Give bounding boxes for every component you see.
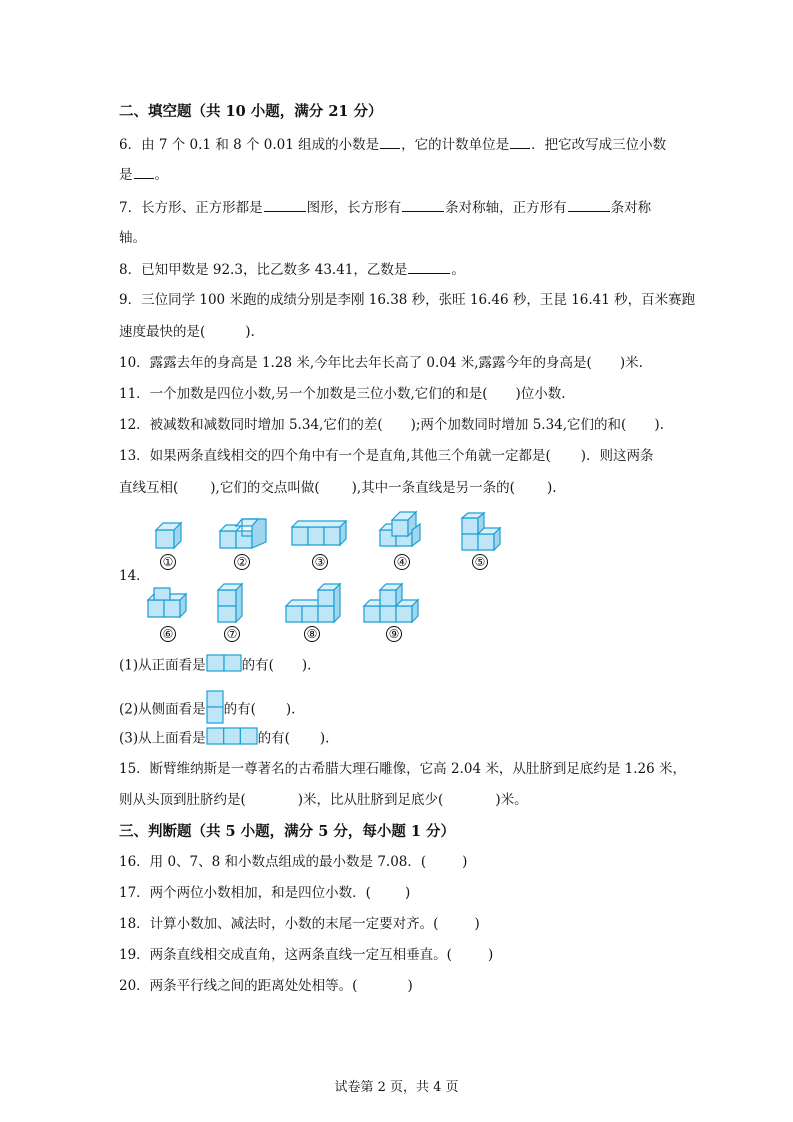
cube-figure-2: [218, 516, 268, 550]
figure-number-1: ①: [160, 554, 176, 570]
figure-number-3: ③: [312, 554, 328, 570]
answer-blank[interactable]: [264, 197, 306, 212]
figure-number-4: ④: [394, 554, 410, 570]
question-9-line-2: 速度最快的是( ).: [119, 324, 255, 340]
cube-figure-6: [146, 586, 192, 620]
question-16: 16．用 0、7、8 和小数点组成的最小数是 7.08．( ): [119, 854, 468, 870]
side-view-stacked-squares-icon: [206, 690, 224, 730]
question-6-line-1: 6．由 7 个 0.1 和 8 个 0.01 组成的小数是 ，它的计数单位是 ．把它改写成三位小数: [119, 134, 666, 155]
answer-blank[interactable]: [402, 197, 444, 212]
front-view-two-squares-icon: [206, 654, 242, 678]
question-14-part-2: (2)从侧面看是 的有( ).: [119, 690, 295, 730]
cube-figure-8: [284, 582, 342, 624]
question-15-line-2: 则从头顶到肚脐约是( )米，比从肚脐到足底少( )米。: [119, 792, 528, 808]
question-9-line-1: 9．三位同学 100 米跑的成绩分别是李刚 16.38 秒，张旺 16.46 秒，王昆 16.41 秒，百米赛跑: [119, 292, 696, 308]
cube-figure-7: [216, 582, 246, 624]
question-13-line-2: 直线互相( ),它们的交点叫做( ),其中一条直线是另一条的( ).: [119, 480, 557, 496]
top-view-three-squares-icon: [206, 727, 258, 751]
section-title-true-false: 三、判断题（共 5 小题，满分 5 分，每小题 1 分）: [119, 823, 456, 840]
cube-figure-9: [362, 580, 420, 624]
question-11: 11．一个加数是四位小数,另一个加数是三位小数,它们的和是( )位小数.: [119, 386, 566, 402]
cube-figure-5: [460, 512, 502, 552]
page-footer: 试卷第 2 页，共 4 页: [334, 1080, 459, 1095]
figure-number-7: ⑦: [224, 626, 240, 642]
figure-number-6: ⑥: [160, 626, 176, 642]
cube-figure-4: [378, 508, 428, 550]
cube-figures: [140, 508, 520, 648]
section-title-fill-in: 二、填空题（共 10 小题，满分 21 分）: [119, 103, 383, 120]
question-18: 18．计算小数加、减法时，小数的末尾一定要对齐。( ): [119, 916, 480, 932]
question-15-line-1: 15．断臂维纳斯是一尊著名的古希腊大理石雕像，它高 2.04 米，从肚脐到足底约是 1.26 米，: [119, 761, 686, 777]
cube-figure-1: [154, 520, 184, 550]
question-19: 19．两条直线相交成直角，这两条直线一定互相垂直。( ): [119, 947, 494, 963]
question-7-line-1: 7．长方形、正方形都是 图形，长方形有 条对称轴，正方形有 条对称: [119, 197, 651, 218]
figure-number-8: ⑧: [304, 626, 320, 642]
question-10: 10．露露去年的身高是 1.28 米,今年比去年长高了 0.04 米,露露今年的身高是( )米.: [119, 355, 643, 371]
answer-blank[interactable]: [134, 164, 154, 179]
question-13-line-1: 13．如果两条直线相交的四个角中有一个是直角,其他三个角就一定都是( )．则这两条: [119, 448, 654, 464]
question-8: 8．已知甲数是 92.3，比乙数多 43.41，乙数是 。: [119, 259, 465, 280]
question-14-part-1: (1)从正面看是 的有( ).: [119, 654, 311, 678]
question-12: 12．被减数和减数同时增加 5.34,它们的差( );两个加数同时增加 5.34,它们的和( ).: [119, 417, 664, 433]
cube-figure-3: [290, 518, 350, 548]
answer-blank[interactable]: [380, 134, 400, 149]
question-6-line-2: 是 。: [119, 164, 168, 185]
question-14-part-3: (3)从上面看是 的有( ).: [119, 727, 329, 751]
answer-blank[interactable]: [568, 197, 610, 212]
question-7-line-2: 轴。: [119, 230, 146, 246]
answer-blank[interactable]: [510, 134, 530, 149]
figure-number-2: ②: [234, 554, 250, 570]
figure-number-5: ⑤: [472, 554, 488, 570]
question-17: 17．两个两位小数相加，和是四位小数．( ): [119, 885, 411, 901]
question-14-label: 14．: [119, 568, 150, 584]
question-20: 20．两条平行线之间的距离处处相等。( ): [119, 978, 413, 994]
answer-blank[interactable]: [408, 259, 450, 274]
figure-number-9: ⑨: [386, 626, 402, 642]
